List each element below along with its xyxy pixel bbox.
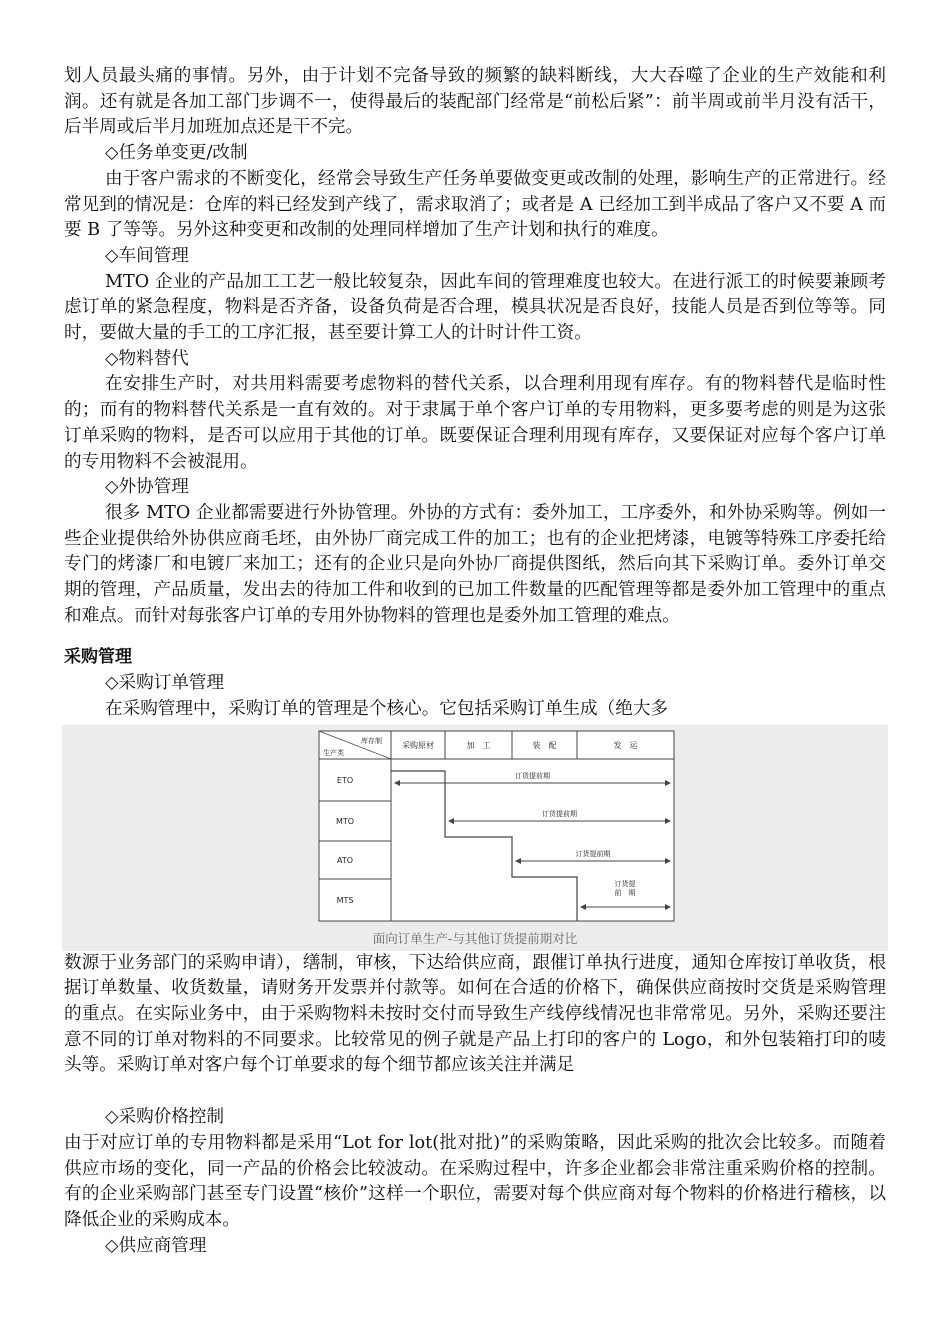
stage-label: 加 工	[466, 740, 491, 750]
paragraph: ◇外协管理	[105, 477, 189, 498]
paragraph: 在安排生产时，对共用料需要考虑物料的替代关系，以合理利用现有库存。有的物料替代是临时性的；而有的物料替代关系是一直有效的。对于隶属于单个客户订单的专用物料，更多要考虑的则是为这张订单采购的物料，是否可以应用于其他的订单。既要保证合理利用现有库存，又要保证对应每个客户订单的专用物料不会被混用。	[64, 374, 886, 472]
corner-label-bottom: 生产类	[323, 748, 344, 757]
lead-time-label: 订货提前期	[575, 849, 611, 858]
lead-time-figure	[62, 725, 888, 951]
figure-caption: 面向订单生产-与其他订货提前期对比	[372, 930, 578, 946]
paragraph: 划人员最头痛的事情。另外，由于计划不完备导致的频繁的缺料断线，大大吞噬了企业的生产效能和利润。还有就是各加工部门步调不一，使得最后的装配部门经常是“前松后紧”：前半周或前半月没有活干，后半周或后半月加班加点还是干不完。	[64, 66, 886, 138]
lead-time-label: 订货提前期	[542, 809, 577, 818]
paragraph: MTO 企业的产品加工工艺一般比较复杂，因此车间的管理难度也较大。在进行派工的时候要兼顾考虑订单的紧急程度，物料是否齐备，设备负荷是否合理，模具状况是否良好，技能人员是否到位等等。同时，要做大量的手工的工序汇报，甚至要计算工人的计时计件工资。	[64, 271, 886, 344]
row-label: MTO	[335, 816, 355, 826]
row-label: MTS	[336, 895, 354, 905]
paragraph: 很多 MTO 企业都需要进行外协管理。外协的方式有：委外加工，工序委外，和外协采购等。例如一些企业提供给外协供应商毛坯，由外协厂商完成工件的加工；也有的企业把烤漆，电镀等特殊工序委托给专门的烤漆厂和电镀厂来加工；还有的企业只是向外协厂商提供图纸，然后向其下采购订单。委外订单交期的管理，产品质量，发出去的待加工件和收到的已加工件数量的匹配管理等都是委外加工管理中的重点和难点。而针对每张客户订单的专用外协物料的管理也是委外加工管理的难点。	[64, 502, 886, 626]
lead-time-diagram	[317, 729, 677, 925]
document-page	[64, 64, 886, 1259]
row-label: ATO	[336, 855, 354, 865]
paragraph: 在采购管理中，采购订单的管理是个核心。它包括采购订单生成（绝大多	[105, 698, 669, 719]
body-text-mid	[64, 671, 886, 722]
paragraph: ◇任务单变更/改制	[105, 143, 248, 164]
row-label: ETO	[336, 775, 354, 785]
section-heading: 采购管理	[64, 647, 132, 668]
paragraph: ◇采购价格控制	[105, 1107, 225, 1128]
paragraph: ◇供应商管理	[105, 1235, 207, 1256]
paragraph: 由于客户需求的不断变化，经常会导致生产任务单要做变更或改制的处理，影响生产的正常进行。经常见到的情况是：仓库的料已经发到产线了，需求取消了；或者是 A 已经加工到半成品了客户又不要 A 而要 B 了等等。另外这种变更和改制的处理同样增加了生产计划和执行的难度。	[64, 168, 886, 241]
paragraph: ◇物料替代	[105, 348, 189, 369]
lead-time-label: 订货提前期	[515, 771, 550, 780]
paragraph: 数源于业务部门的采购申请），缮制，审核，下达给供应商，跟催订单执行进度，通知仓库按订单收货，根据订单数量、收货数量，请财务开发票并付款等。如何在合适的价格下，确保供应商按时交货是采购管理的重点。在实际业务中，由于采购物料未按时交付而导致生产线停线情况也非常常见。另外，采购还要注意不同的订单对物料的不同要求。比较常见的例子就是产品上打印的客户的 Logo，和外包装箱打印的唛头等。采购订单对客户每个订单要求的每个细节都应该关注并满足	[64, 952, 886, 1076]
stage-label: 装 配	[532, 740, 557, 750]
body-text-bottom	[64, 951, 886, 1080]
lead-time-label-short: 订货提	[614, 879, 636, 888]
paragraph: 由于对应订单的专用物料都是采用“Lot for lot(批对批)”的采购策略，因此采购的批次会比较多。而随着供应市场的变化，同一产品的价格会比较波动。在采购过程中，许多企业都会非常注重采购价格的控制。有的企业采购部门甚至专门设置“核价”这样一个职位，需要对每个供应商对每个物料的价格进行稽核，以降低企业的采购成本。	[64, 1132, 886, 1230]
body-text-end	[64, 1105, 886, 1259]
paragraph: ◇采购订单管理	[105, 673, 225, 694]
paragraph: ◇车间管理	[105, 245, 189, 266]
corner-label-top: 库存制	[361, 736, 382, 745]
lead-time-label-short: 前 期	[614, 888, 636, 897]
body-text-top	[64, 64, 886, 629]
stage-label: 采购原材	[402, 740, 434, 750]
stage-label: 发 运	[613, 740, 638, 750]
